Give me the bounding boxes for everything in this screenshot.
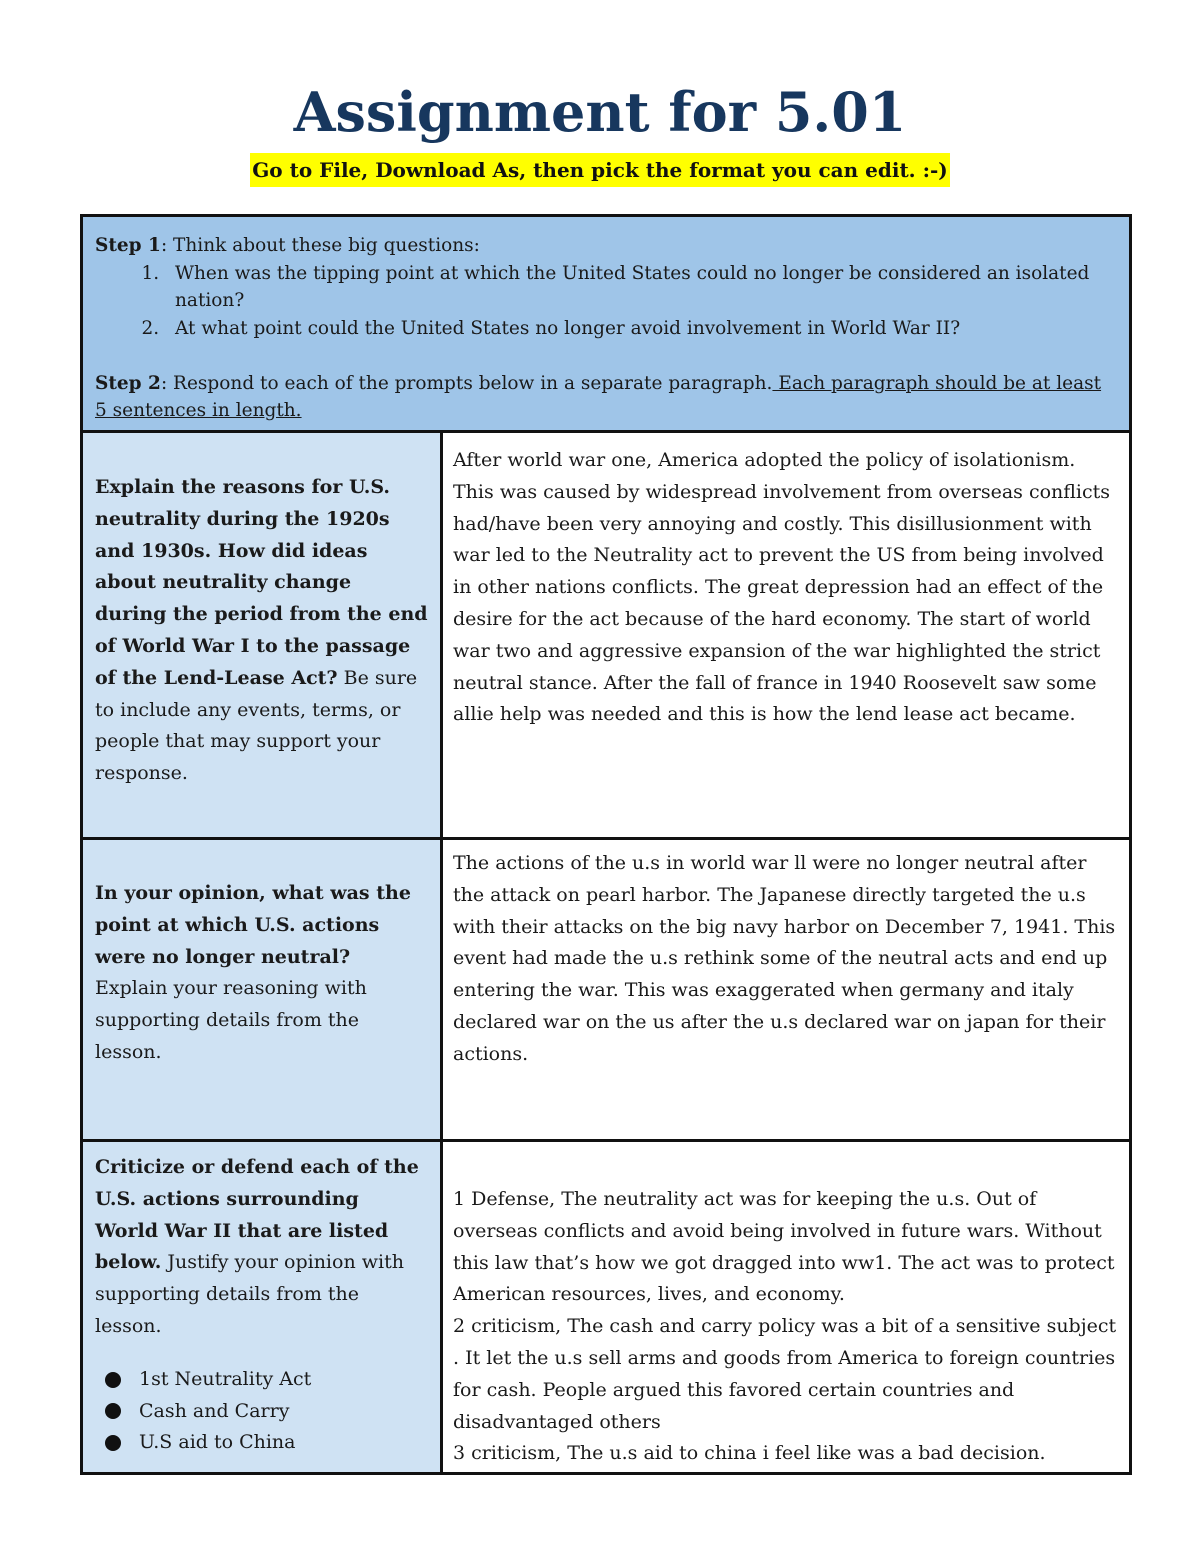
highlighted-instruction: Go to File, Download As, then pick the format you can edit. :-) — [250, 153, 950, 187]
instructions-cell — [82, 216, 1131, 432]
step-1-text: : Think about these big questions: — [160, 235, 480, 256]
prompt-cell-3 — [82, 1141, 442, 1474]
list-item — [83, 1396, 440, 1428]
bullet-icon — [105, 1372, 121, 1388]
list-item — [83, 1364, 440, 1396]
answer-cell-1[interactable] — [442, 432, 1131, 839]
prompt-3-bold: Criticize or defend each of the U.S. actions surrounding World War II that are listed below. — [95, 1156, 419, 1274]
prompt-2-text: Explain your reasoning with supporting details from the lesson. — [95, 977, 367, 1063]
bullet-icon — [105, 1403, 121, 1419]
list-item — [83, 1427, 440, 1459]
actions-list — [83, 1364, 440, 1459]
prompt-1-text: Be sure to include any events, terms, or people that may support your response. — [95, 666, 418, 785]
step-2-requirement: Each paragraph should be at least 5 sentences in length. — [95, 372, 1102, 421]
bullet-icon — [105, 1435, 121, 1451]
prompt-cell-2 — [82, 839, 442, 1141]
step-2-label: Step 2 — [95, 372, 161, 394]
step-1 — [95, 232, 1117, 260]
big-questions-list — [95, 260, 1117, 343]
answer-1-text: After world war one, America adopted the policy of isolationism. This was caused by widespread involvement from overseas conflicts had/have been very annoying and costly. This disillusionment with war led to the Neutrality act to prevent the US from being involved in other nations conflicts. The great depression had an effect of the desire for the act because of the hard economy. The start of world war two and aggressive expansion of the war highlighted the strict neutral stance. After the fall of france in 1940 Roosevelt saw some allie help was needed and this is how the lend lease act became. — [453, 449, 1111, 726]
prompt-3-text: Justify your opinion with supporting details from the lesson. — [95, 1251, 404, 1337]
list-item-label: U.S aid to China — [139, 1431, 296, 1454]
list-item-label: Cash and Carry — [139, 1399, 290, 1422]
page-title: Assignment for 5.01 — [293, 80, 907, 144]
list-item-label: 1st Neutrality Act — [139, 1367, 312, 1390]
step-2 — [95, 370, 1117, 425]
answer-3-paragraph: 1 Defense, The neutrality act was for keeping the u.s. Out of overseas conflicts and avoid being involved in future wars. Without this law that’s how we got dragged into ww1. The act was to protect American resources, lives, and economy. — [453, 1188, 1115, 1306]
answer-3-paragraph: 2 criticism, The cash and carry policy was a bit of a sensitive subject . It let the u.s sell arms and goods from America to foreign countries for cash. People argued this favored certain countries and disadvantaged others — [453, 1315, 1117, 1433]
answer-cell-3[interactable] — [442, 1141, 1131, 1474]
prompt-2-bold: In your opinion, what was the point at which U.S. actions were no longer neutral? — [95, 882, 411, 968]
prompt-1-bold: Explain the reasons for U.S. neutrality during the 1920s and 1930s. How did ideas about neutrality change during the period from the end of World War I to the passage of the Lend-Lease Act? — [95, 476, 428, 689]
question-item: 1. When was the tipping point at which the United States could no longer be considered an isolated nation? — [165, 260, 1117, 315]
instruction-note-wrap — [0, 153, 1200, 187]
step-2-text: : Respond to each of the prompts below in a separate paragraph. — [160, 372, 773, 394]
assignment-table — [80, 214, 1132, 1475]
answer-3-paragraph: 3 criticism, The u.s aid to china i feel like was a bad decision. — [453, 1442, 1046, 1465]
prompt-cell-1 — [82, 432, 442, 839]
answer-2-text: The actions of the u.s in world war ll were no longer neutral after the attack on pearl harbor. The Japanese directly targeted the u.s with their attacks on the big navy harbor on December 7, 1941. This event had made the u.s rethink some of the neutral acts and end up entering the war. This was exaggerated when germany and italy declared war on the us after the u.s declared war on japan for their actions. — [453, 852, 1116, 1065]
step-1-label: Step 1 — [95, 235, 161, 256]
question-item: 2. At what point could the United States no longer avoid involvement in World War II? — [165, 315, 1117, 343]
answer-cell-2[interactable] — [442, 839, 1131, 1141]
